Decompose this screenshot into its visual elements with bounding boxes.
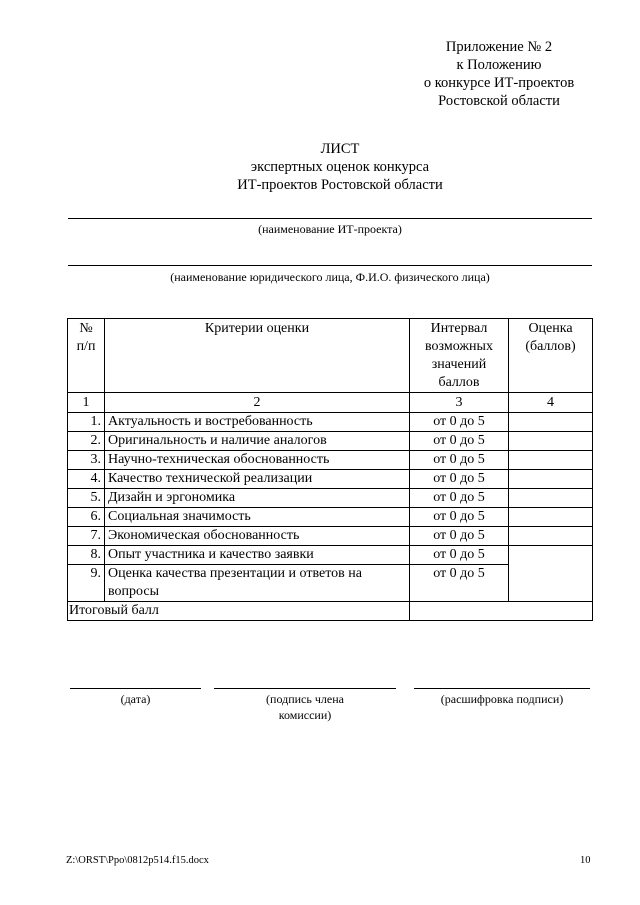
column-number: 2 [105, 393, 410, 413]
date-caption: (дата) [120, 692, 151, 706]
header-interval: Интервал возможных значений баллов [410, 319, 509, 393]
row-number: 4. [68, 470, 105, 489]
criterion-interval: от 0 до 5 [410, 527, 509, 546]
row-number: 5. [68, 489, 105, 508]
score-cell[interactable] [509, 527, 593, 546]
header-num: № п/п [68, 319, 105, 393]
header-criteria: Критерии оценки [105, 319, 410, 393]
table-row [68, 432, 593, 451]
annex-line: Приложение № 2 [445, 39, 553, 55]
annex-line: к Положению [456, 57, 542, 73]
row-number: 1. [68, 413, 105, 432]
score-cell-merged[interactable] [509, 546, 593, 602]
criterion-interval: от 0 до 5 [410, 489, 509, 508]
table-row [68, 489, 593, 508]
table-row [68, 413, 593, 432]
criterion-interval: от 0 до 5 [410, 470, 509, 489]
score-cell[interactable] [509, 413, 593, 432]
annex-line: о конкурсе ИТ-проектов [423, 75, 575, 91]
evaluation-table [67, 318, 593, 621]
table-row [68, 546, 593, 565]
annex-line: Ростовской области [438, 93, 560, 109]
criterion-interval: от 0 до 5 [410, 546, 509, 565]
table-row [68, 451, 593, 470]
score-cell[interactable] [509, 489, 593, 508]
row-number: 6. [68, 508, 105, 527]
criterion-name: Дизайн и эргономика [105, 489, 410, 508]
table-row [68, 470, 593, 489]
criterion-name: Научно-техническая обоснованность [105, 451, 410, 470]
criterion-interval: от 0 до 5 [410, 508, 509, 527]
participant-name-caption: (наименование юридического лица, Ф.И.О. физического лица) [170, 270, 490, 284]
table-header-row [68, 319, 593, 393]
total-score-cell[interactable] [410, 602, 593, 621]
page-number: 10 [580, 855, 591, 866]
criterion-interval: от 0 до 5 [410, 413, 509, 432]
annex-header [388, 38, 610, 110]
title-line: ИТ-проектов Ростовской области [237, 177, 443, 193]
column-numbers-row [68, 393, 593, 413]
criterion-name: Актуальность и востребованность [105, 413, 410, 432]
score-cell[interactable] [509, 470, 593, 489]
table-row [68, 527, 593, 546]
participant-name-field[interactable] [68, 265, 592, 266]
file-path: Z:\ORST\Ppo\0812p514.f15.docx [66, 855, 209, 866]
header-score: Оценка (баллов) [509, 319, 593, 393]
criterion-interval: от 0 до 5 [410, 451, 509, 470]
criterion-name: Экономическая обоснованность [105, 527, 410, 546]
document-title [140, 140, 540, 194]
criterion-name: Качество технической реализации [105, 470, 410, 489]
total-row [68, 602, 593, 621]
row-number: 7. [68, 527, 105, 546]
criterion-name: Социальная значимость [105, 508, 410, 527]
signature-caption: (подпись члена комиссии) [266, 692, 344, 722]
project-name-caption: (наименование ИТ-проекта) [258, 222, 402, 236]
project-name-field[interactable] [68, 218, 592, 219]
title-line: экспертных оценок конкурса [250, 159, 430, 175]
total-label: Итоговый балл [68, 602, 410, 621]
criterion-name: Оригинальность и наличие аналогов [105, 432, 410, 451]
row-number: 8. [68, 546, 105, 565]
score-cell[interactable] [509, 432, 593, 451]
row-number: 3. [68, 451, 105, 470]
title-line: ЛИСТ [320, 141, 360, 157]
column-number: 4 [509, 393, 593, 413]
table-row [68, 508, 593, 527]
criterion-interval: от 0 до 5 [410, 565, 509, 602]
criterion-interval: от 0 до 5 [410, 432, 509, 451]
row-number: 9. [68, 565, 105, 602]
criterion-name: Опыт участника и качество заявки [105, 546, 410, 565]
date-field[interactable] [70, 688, 201, 689]
score-cell[interactable] [509, 508, 593, 527]
signature-field[interactable] [214, 688, 396, 689]
signature-decode-field[interactable] [414, 688, 590, 689]
signature-decode-caption: (расшифровка подписи) [440, 692, 564, 706]
row-number: 2. [68, 432, 105, 451]
score-cell[interactable] [509, 451, 593, 470]
column-number: 1 [68, 393, 105, 413]
criterion-name: Оценка качества презентации и ответов на вопросы [105, 565, 410, 602]
column-number: 3 [410, 393, 509, 413]
